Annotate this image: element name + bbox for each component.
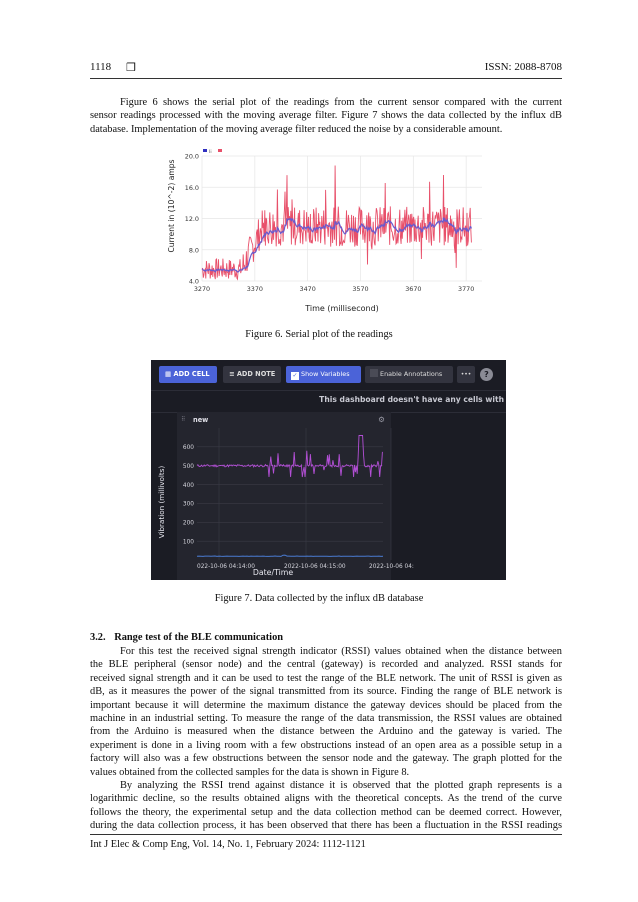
figure7-ytick: 400: [182, 482, 194, 489]
body-line: from the Arduino is measured when the distance between the Arduino and the gateway is varied. The: [90, 726, 562, 738]
help-icon[interactable]: ?: [480, 368, 493, 381]
figure6-caption: Figure 6. Serial plot of the readings: [245, 329, 393, 340]
figure6-xtick: 3570: [352, 285, 369, 293]
figure7-xtick: 022-10-06 04:14:00: [197, 564, 255, 570]
add-note-button[interactable]: [223, 366, 281, 383]
figure6-ytick: 12.0: [184, 215, 199, 223]
add-note-label: ADD NOTE: [236, 370, 276, 378]
checkbox-unchecked-icon: [370, 369, 378, 377]
figure6-ytick: 8.0: [188, 246, 199, 255]
more-options-button[interactable]: •••: [457, 366, 475, 383]
figure6-xlabel: Time (millisecond): [305, 304, 379, 313]
figure7-ytick: 300: [182, 501, 194, 508]
enable-annotations-label: Enable Annotations: [380, 370, 443, 378]
figure6-xtick: 3670: [405, 285, 422, 293]
intro-line: database. Implementation of the moving average filter reduced the noise by a considerable amount.: [90, 123, 503, 135]
figure6-ylabel: Current in (10^-2) amps: [167, 159, 176, 253]
drag-handle-icon[interactable]: ⠿: [181, 416, 186, 423]
note-icon: ≡: [229, 370, 235, 378]
figure7-dashboard: [151, 360, 506, 580]
page-number: 1118: [90, 61, 112, 73]
figure7-ylabel: Vibration (millivolts): [157, 465, 166, 539]
figure7-xtick: 2022-10-06 04:: [369, 564, 414, 570]
legend-swatch-icon: [203, 149, 207, 152]
body-line: during the data collection process, it has been observed that there has been a fluctuation in the RSSI readings: [90, 820, 562, 832]
figure6-ytick: 4.0: [188, 277, 199, 286]
figure6-raw-series: [202, 166, 471, 280]
enable-annotations-toggle[interactable]: [365, 366, 453, 383]
journal-mark-icon: ❒: [126, 62, 136, 74]
figure7-xlabel: Date/Time: [252, 568, 294, 577]
section-number: 3.2.: [90, 632, 106, 643]
body-line: the BLE peripheral (sensor node) and the central (gateway) is recorded and analyzed. RSSI stands for: [90, 659, 562, 671]
figure7-ticks: [183, 445, 414, 570]
body-line: follows the theory, the experimental setup and the data collection method can be deemed correct. However,: [90, 806, 562, 818]
gear-icon[interactable]: ⚙: [378, 415, 385, 424]
figure6-xtick: 3770: [458, 285, 475, 293]
body-line: For this test the received signal strength indicator (RSSI) values obtained when the distance between: [120, 646, 562, 657]
figure7-ytick: 200: [182, 520, 194, 527]
intro-line: Figure 6 shows the serial plot of the readings from the current sensor compared with the current: [120, 97, 562, 108]
show-variables-label: Show Variables: [301, 370, 350, 378]
body-line: important because it will determine the maximum distance the gateway devices should be placed from the: [90, 699, 562, 711]
section-title: Range test of the BLE communication: [114, 632, 284, 643]
body-line: experiment is done in a living room with a few obstructions instead of an open area as a possible setup in a: [90, 739, 562, 751]
figure7-signal-series: [197, 436, 382, 478]
checkbox-checked-icon: ✓: [292, 372, 298, 379]
show-variables-toggle[interactable]: [286, 366, 361, 383]
figure6-xtick: 3470: [299, 285, 316, 293]
cell-title: new: [193, 416, 209, 424]
empty-dashboard-banner: This dashboard doesn't have any cells with: [319, 395, 504, 404]
body-line: logarithmic decline, so the results obtained aligns with the theoretical concepts. As the trend of the curve: [90, 793, 562, 805]
header-rule: [90, 78, 562, 79]
figure7-ytick: 100: [182, 539, 194, 546]
figure7-caption: Figure 7. Data collected by the influx dB database: [214, 593, 424, 604]
figure7-grid: [197, 428, 391, 560]
body-paragraphs: [90, 645, 562, 833]
issn: ISSN: 2088-8708: [484, 61, 562, 73]
grid-plus-icon: ▦: [165, 370, 172, 378]
body-line: By analyzing the RSSI trend against distance it is observed that the plotted graph represents is a: [120, 780, 562, 792]
legend-swatch-icon: [218, 149, 222, 152]
figure7-xtick: 2022-10-06 04:15:00: [284, 564, 346, 570]
figure7-ytick: 600: [182, 445, 194, 452]
section-heading: [90, 632, 283, 643]
body-line: received signal strength and it can be used to test the range of the BLE network. The unit of RSSI is given as: [90, 672, 562, 684]
figure6-legend: [203, 149, 222, 155]
body-line: machine in an industrial setting. To measure the range of the data transmission, the RSSI values are obtained: [90, 713, 562, 725]
figure6-xtick: 3270: [193, 285, 211, 293]
body-line: values obtained from the collected samples for the data is shown in Figure 8.: [90, 766, 410, 778]
figure7-ytick: 500: [182, 464, 194, 471]
figure6-ytick: 16.0: [184, 183, 199, 192]
figure6-legend-label: Ii: [209, 150, 212, 155]
figure6-xtick: 3370: [246, 285, 263, 293]
toolbar-divider: [151, 390, 506, 391]
intro-line: sensor readings processed with the moving average filter. Figure 7 shows the data collected by the influx dB: [90, 110, 562, 122]
add-cell-button[interactable]: [159, 366, 217, 383]
figure7-chart: [151, 412, 506, 580]
footer-citation: Int J Elec & Comp Eng, Vol. 14, No. 1, February 2024: 1112-1121: [90, 839, 366, 850]
add-cell-label: ADD CELL: [173, 370, 210, 378]
figure6-ytick: 20.0: [184, 152, 199, 161]
body-line: dB, as it measures the power of the signal transmitted from its source. Finding the range of BLE network is: [90, 686, 562, 698]
figure6-chart: [160, 144, 500, 316]
figure7-baseline-series: [197, 555, 383, 556]
intro-paragraph: [90, 96, 562, 136]
body-line: factory will also was a few obstructions between the sensor node and the gateway. The graph plotted for the: [90, 753, 562, 765]
footer-rule: [90, 834, 562, 835]
